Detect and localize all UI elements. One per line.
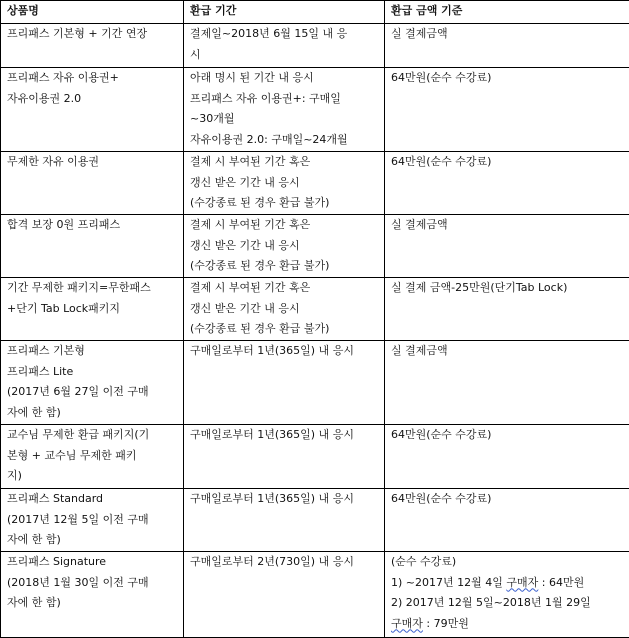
- refund-amount-cell: 64만원(순수 수강료): [385, 68, 629, 152]
- product-cell: 기간 무제한 패키지=무한패스 +단기 Tab Lock패키지: [1, 278, 184, 341]
- refund-amount-cell: 64만원(순수 수강료): [385, 152, 629, 215]
- product-cell: 합격 보장 0원 프리패스: [1, 215, 184, 278]
- buyer-label: 구매자: [391, 617, 423, 630]
- column-header-refund-amount: 환급 금액 기준: [385, 1, 629, 24]
- table-header-row: [1, 1, 629, 24]
- refund-period-cell: 결제 시 부여된 기간 혹은 갱신 받은 기간 내 응시 (수강종료 된 경우 환급 불가): [184, 215, 385, 278]
- refund-amount-cell: 실 결제금액: [385, 215, 629, 278]
- price-tier-2-date: 2) 2017년 12월 5일~2018년 1월 29일: [391, 593, 623, 614]
- product-cell: 교수님 무제한 환급 패키지(기 본형 + 교수님 무제한 패키 지): [1, 425, 184, 489]
- price-tier-1: 1) ~2017년 12월 4일 구매자 : 64만원: [391, 573, 623, 594]
- product-cell: 무제한 자유 이용권: [1, 152, 184, 215]
- product-cell: 프리패스 기본형 + 기간 연장: [1, 24, 184, 68]
- refund-period-cell: 구매일로부터 1년(365일) 내 응시: [184, 425, 385, 489]
- refund-amount-cell: 실 결제금액: [385, 341, 629, 425]
- table-row: [1, 152, 629, 215]
- product-cell: 프리패스 Signature (2018년 1월 30일 이전 구매 자에 한 함): [1, 552, 184, 638]
- refund-period-cell: 결제일~2018년 6월 15일 내 응 시: [184, 24, 385, 68]
- price-tier-2-price: 구매자 : 79만원: [391, 614, 623, 635]
- table-row: [1, 489, 629, 552]
- table-row: [1, 341, 629, 425]
- product-cell: 프리패스 기본형 프리패스 Lite (2017년 6월 27일 이전 구매 자에 한 함): [1, 341, 184, 425]
- buyer-label: 구매자: [506, 576, 538, 589]
- refund-period-cell: 구매일로부터 2년(730일) 내 응시: [184, 552, 385, 638]
- refund-period-cell: 결제 시 부여된 기간 혹은 갱신 받은 기간 내 응시 (수강종료 된 경우 환급 불가): [184, 278, 385, 341]
- table-row: [1, 425, 629, 489]
- refund-amount-cell: 64만원(순수 수강료): [385, 425, 629, 489]
- table-row: [1, 24, 629, 68]
- refund-amount-cell: 64만원(순수 수강료): [385, 489, 629, 552]
- column-header-product: 상품명: [1, 1, 184, 24]
- refund-amount-cell: 실 결제 금액-25만원(단기Tab Lock): [385, 278, 629, 341]
- refund-period-cell: 결제 시 부여된 기간 혹은 갱신 받은 기간 내 응시 (수강종료 된 경우 환급 불가): [184, 152, 385, 215]
- product-cell: 프리패스 Standard (2017년 12월 5일 이전 구매 자에 한 함): [1, 489, 184, 552]
- refund-period-cell: 구매일로부터 1년(365일) 내 응시: [184, 341, 385, 425]
- product-cell: 프리패스 자유 이용권+ 자유이용권 2.0: [1, 68, 184, 152]
- refund-period-cell: 구매일로부터 1년(365일) 내 응시: [184, 489, 385, 552]
- table-row: [1, 278, 629, 341]
- refund-amount-cell: 실 결제금액: [385, 24, 629, 68]
- column-header-refund-period: 환급 기간: [184, 1, 385, 24]
- table-row: [1, 68, 629, 152]
- table-row: [1, 215, 629, 278]
- refund-amount-cell: (순수 수강료) 1) ~2017년 12월 4일 구매자 : 64만원 2) 2017년 12월 5일~2018년 1월 29일 구매자 : 79만원: [385, 552, 629, 638]
- refund-period-cell: 아래 명시 된 기간 내 응시 프리패스 자유 이용권+: 구매일 ~30개월 자유이용권 2.0: 구매일~24개월: [184, 68, 385, 152]
- table-row: [1, 552, 629, 638]
